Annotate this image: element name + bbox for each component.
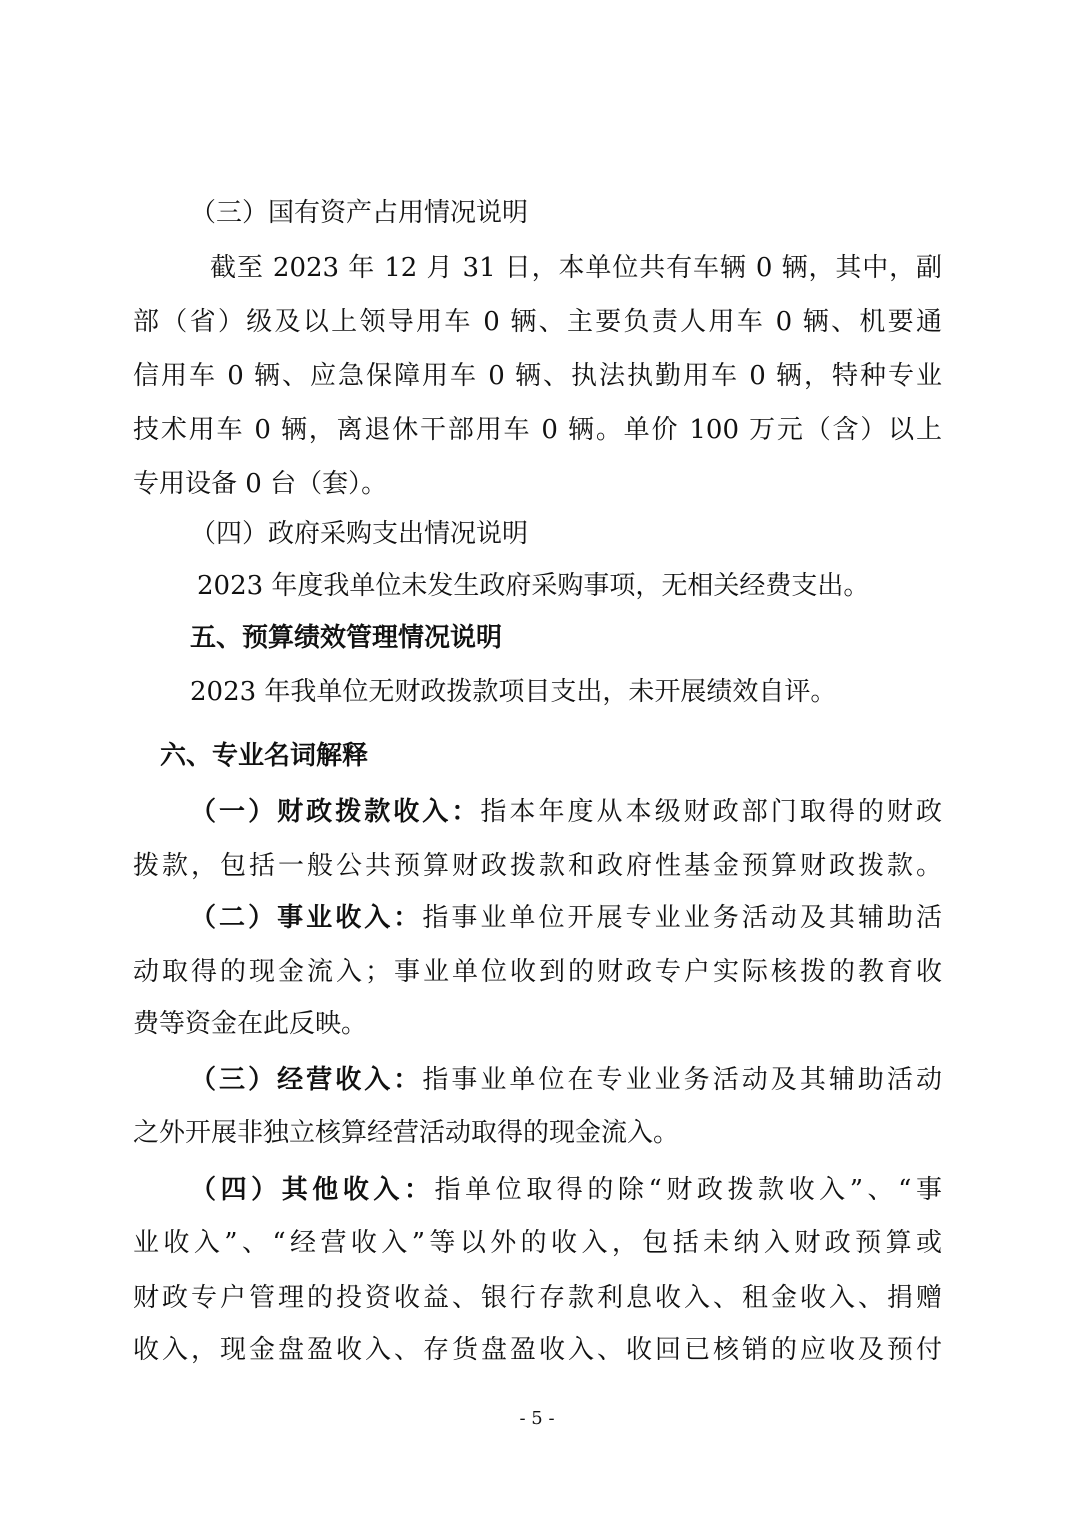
- paragraph-line: 动取得的现金流入；事业单位收到的财政专户实际核拨的教育收: [133, 957, 942, 987]
- paragraph-line: 财政专户管理的投资收益、银行存款利息收入、租金收入、捐赠: [133, 1283, 942, 1313]
- paragraph-line: 技术用车 0 辆，离退休干部用车 0 辆。单价 100 万元（含）以上: [133, 415, 942, 445]
- paragraph-line: 专用设备 0 台（套）。: [133, 469, 388, 499]
- chapter-heading: 六、专业名词解释: [160, 741, 369, 771]
- definition-text: 指事业单位在专业业务活动及其辅助活动: [422, 1065, 942, 1095]
- paragraph-line: 之外开展非独立核算经营活动取得的现金流入。: [133, 1118, 680, 1148]
- page-number: - 5 -: [519, 1408, 555, 1429]
- definition-line: [190, 1173, 942, 1207]
- paragraph-line: 业收入”、“经营收入”等以外的收入，包括未纳入财政预算或: [133, 1228, 942, 1258]
- paragraph-line: 2023 年度我单位未发生政府采购事项，无相关经费支出。: [197, 571, 870, 601]
- paragraph-line: 信用车 0 辆、应急保障用车 0 辆、执法执勤用车 0 辆，特种专业: [133, 361, 942, 391]
- definition-text: 指本年度从本级财政部门取得的财政: [480, 797, 942, 827]
- definition-line: [190, 901, 942, 935]
- definition-line: [190, 795, 942, 829]
- definition-text: 指事业单位开展专业业务活动及其辅助活: [422, 903, 942, 933]
- section-heading: （四）政府采购支出情况说明: [190, 519, 529, 549]
- paragraph-line: 截至 2023 年 12 月 31 日，本单位共有车辆 0 辆，其中，副: [210, 253, 942, 283]
- paragraph-line: 拨款，包括一般公共预算财政拨款和政府性基金预算财政拨款。: [133, 851, 942, 881]
- definition-text: 指单位取得的除“财政拨款收入”、“事: [434, 1175, 942, 1205]
- paragraph-line: 部（省）级及以上领导用车 0 辆、主要负责人用车 0 辆、机要通: [133, 307, 942, 337]
- definition-term: （三）经营收入：: [190, 1065, 423, 1095]
- paragraph-line: 2023 年我单位无财政拨款项目支出，未开展绩效自评。: [190, 677, 837, 707]
- definition-line: [190, 1063, 942, 1097]
- definition-term: （二）事业收入：: [190, 903, 423, 933]
- section-heading: （三）国有资产占用情况说明: [190, 198, 529, 228]
- definition-term: （一）财政拨款收入：: [190, 797, 481, 827]
- paragraph-line: 费等资金在此反映。: [133, 1009, 368, 1039]
- paragraph-line: 收入，现金盘盈收入、存货盘盈收入、收回已核销的应收及预付: [133, 1335, 942, 1365]
- chapter-heading: 五、预算绩效管理情况说明: [190, 623, 503, 653]
- definition-term: （四）其他收入：: [190, 1175, 435, 1205]
